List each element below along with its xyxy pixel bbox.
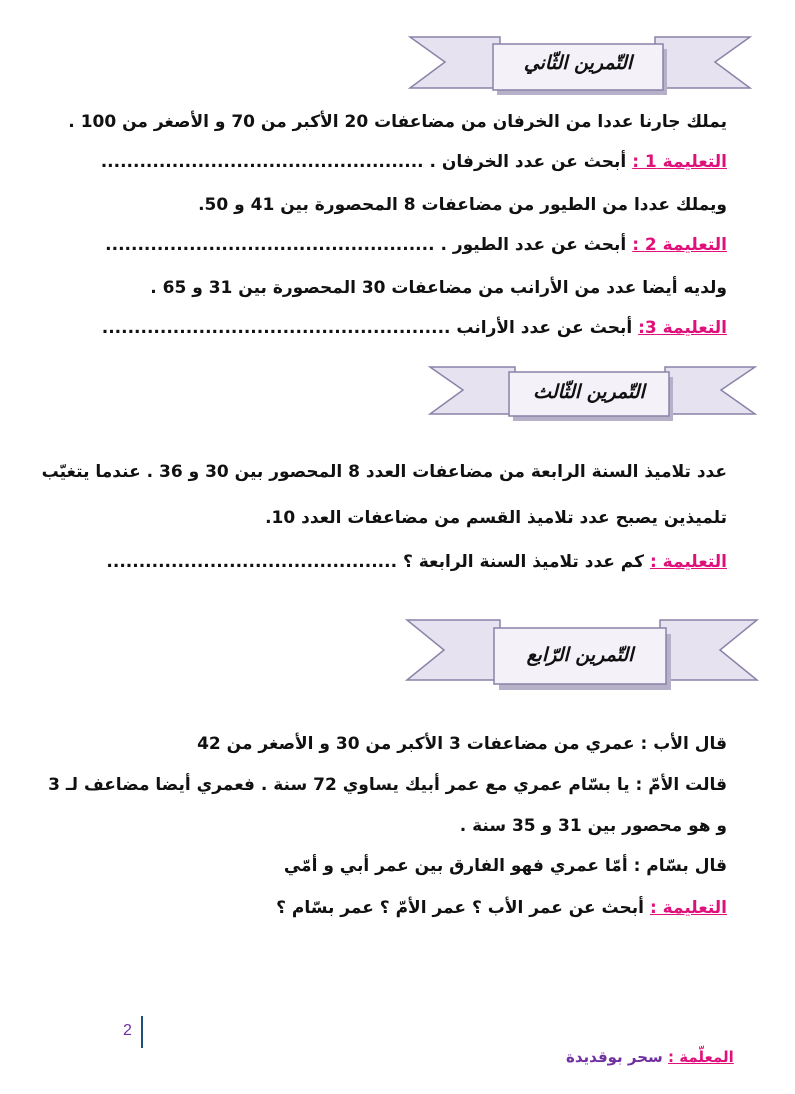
- instruction-text: أبحث عن عدد الخرفان . ..................................................: [100, 152, 633, 172]
- page-number: 2: [123, 1022, 132, 1039]
- exercise4-line2: قالت الأمّ : يا بسّام عمري مع عمر أبيك يساوي 72 سنة . فعمري أيضا مضاعف لـ 3: [48, 775, 727, 795]
- exercise2-instruction1: [60, 152, 727, 172]
- exercise2-banner: [405, 22, 755, 104]
- exercise3-line2: تلميذين يصبح عدد تلاميذ القسم من مضاعفات العدد 10.: [265, 508, 727, 528]
- instruction-text: كم عدد تلاميذ السنة الرابعة ؟ .............................................: [106, 552, 650, 572]
- exercise2-title: التّمرين الثّاني: [523, 52, 633, 74]
- instruction-text: أبحث عن عدد الطيور . ...................................................: [105, 235, 633, 255]
- exercise2-instruction3: [60, 318, 727, 338]
- exercise4-title: التّمرين الرّابع: [526, 644, 634, 666]
- page-number-divider: [141, 1016, 143, 1048]
- exercise2-line1: يملك جارنا عددا من الخرفان من مضاعفات 20 الأكبر من 70 و الأصغر من 100 .: [68, 112, 727, 132]
- exercise4-line1: قال الأب : عمري من مضاعفات 3 الأكبر من 30 و الأصغر من 42: [197, 734, 727, 754]
- instruction-label: التعليمة :: [649, 898, 727, 918]
- exercise2-line3: ولديه أيضا عدد من الأرانب من مضاعفات 30 المحصورة بين 31 و 65 .: [150, 278, 727, 298]
- instruction-label: التعليمة 1 :: [632, 152, 727, 172]
- instruction-label: التعليمة 3:: [638, 318, 727, 338]
- teacher-name: سحر بوقديدة: [566, 1048, 669, 1066]
- teacher-signature: [566, 1048, 734, 1066]
- exercise4-line3: و هو محصور بين 31 و 35 سنة .: [459, 816, 727, 836]
- exercise2-instruction2: [60, 235, 727, 255]
- exercise3-title: التّمرين الثّالث: [533, 381, 645, 403]
- instruction-label: التعليمة 2 :: [632, 235, 727, 255]
- exercise3-banner: [425, 352, 760, 432]
- exercise3-line1: عدد تلاميذ السنة الرابعة من مضاعفات العدد 8 المحصور بين 30 و 36 . عندما يتغيّب: [41, 462, 727, 482]
- instruction-text: أبحث عن عمر الأب ؟ عمر الأمّ ؟ عمر بسّام ؟: [276, 898, 650, 918]
- instruction-text: أبحث عن عدد الأرانب ......................................................: [101, 318, 639, 338]
- exercise4-banner: [402, 606, 762, 706]
- exercise4-instruction: [60, 898, 727, 918]
- exercise4-line4: قال بسّام : أمّا عمري فهو الفارق بين عمر أبي و أمّي: [283, 856, 727, 876]
- exercise3-instruction: [60, 552, 727, 572]
- exercise2-line2: ويملك عددا من الطيور من مضاعفات 8 المحصورة بين 41 و 50.: [198, 195, 727, 215]
- teacher-label: المعلّمة :: [668, 1048, 734, 1066]
- instruction-label: التعليمة :: [649, 552, 727, 572]
